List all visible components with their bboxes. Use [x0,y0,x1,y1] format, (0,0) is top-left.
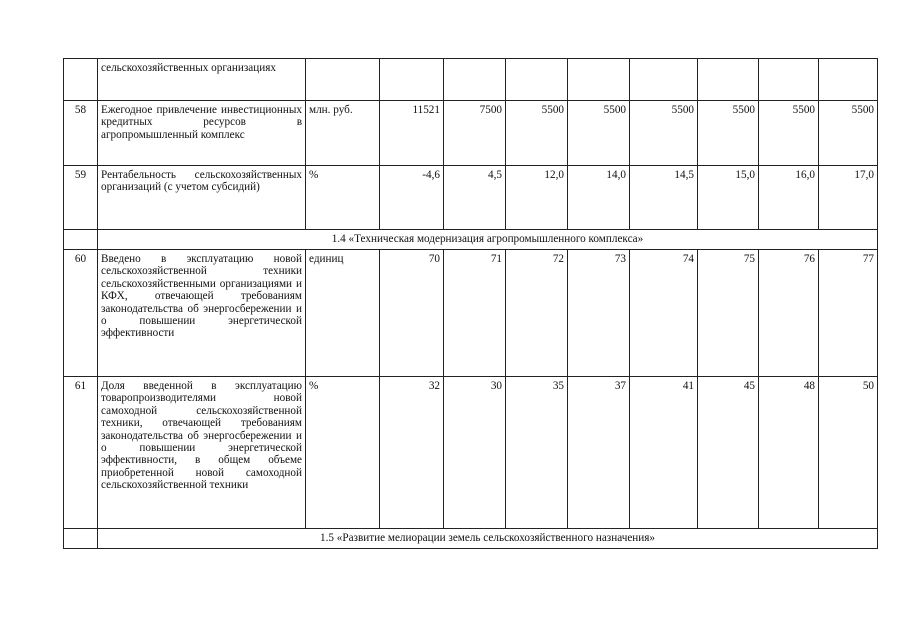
value-cell: 7500 [444,101,506,166]
value-cell: 75 [698,250,759,377]
value-cell: 5500 [698,101,759,166]
table-row [64,377,878,529]
value-cell: 71 [444,250,506,377]
indicator-name: Доля введенной в эксплуатацию товаропроизводителями новой самоходной сельскохозяйственной техники, отвечающей требованиям законодательства об энергосбережении и о повышении энергетической эффективности, в общем объеме приобретенной новой самоходной сельскохозяйственной техники [98,377,306,529]
value-cell: 72 [506,250,568,377]
row-number: 59 [64,166,98,230]
unit-cell [306,59,380,101]
value-cell: 73 [568,250,630,377]
value-cell: 16,0 [759,166,819,230]
row-number: 60 [64,250,98,377]
indicators-table [63,58,878,549]
row-number [64,529,98,549]
value-cell [568,59,630,101]
value-cell [380,59,444,101]
section-heading: 1.4 «Техническая модернизация агропромышленного комплекса» [98,230,878,250]
unit-cell: % [306,377,380,529]
value-cell: 41 [630,377,698,529]
value-cell: 70 [380,250,444,377]
unit-cell: единиц [306,250,380,377]
value-cell [506,59,568,101]
section-heading: 1.5 «Развитие мелиорации земель сельскохозяйственного назначения» [98,529,878,549]
value-cell: 5500 [819,101,878,166]
row-number [64,59,98,101]
value-cell: 15,0 [698,166,759,230]
table-row [64,250,878,377]
value-cell: 48 [759,377,819,529]
value-cell: 5500 [759,101,819,166]
value-cell [819,59,878,101]
value-cell: 35 [506,377,568,529]
value-cell: 37 [568,377,630,529]
value-cell: 14,5 [630,166,698,230]
row-number: 58 [64,101,98,166]
section-row [64,529,878,549]
value-cell [630,59,698,101]
table-row [64,166,878,230]
value-cell: 77 [819,250,878,377]
value-cell: 4,5 [444,166,506,230]
value-cell: 12,0 [506,166,568,230]
value-cell: 5500 [630,101,698,166]
indicator-name: Ежегодное привлечение инвестиционных кредитных ресурсов в агропромышленный комплекс [98,101,306,166]
value-cell: 14,0 [568,166,630,230]
indicator-name: Рентабельность сельскохозяйственных организаций (с учетом субсидий) [98,166,306,230]
value-cell: 11521 [380,101,444,166]
value-cell: 5500 [506,101,568,166]
value-cell: 76 [759,250,819,377]
value-cell: 50 [819,377,878,529]
row-number [64,230,98,250]
value-cell: 5500 [568,101,630,166]
value-cell: 30 [444,377,506,529]
table-row [64,59,878,101]
value-cell: 17,0 [819,166,878,230]
unit-cell: % [306,166,380,230]
value-cell: 74 [630,250,698,377]
unit-cell: млн. руб. [306,101,380,166]
table-row [64,101,878,166]
value-cell: 32 [380,377,444,529]
value-cell: 45 [698,377,759,529]
row-number: 61 [64,377,98,529]
indicator-name: Введено в эксплуатацию новой сельскохозяйственной техники сельскохозяйственными организациями и КФХ, отвечающей требованиям законодательства об энергосбережении и о повышении энергетической эффективности [98,250,306,377]
value-cell: -4,6 [380,166,444,230]
indicator-name: сельскохозяйственных организациях [98,59,306,101]
value-cell [759,59,819,101]
section-row [64,230,878,250]
value-cell [698,59,759,101]
value-cell [444,59,506,101]
